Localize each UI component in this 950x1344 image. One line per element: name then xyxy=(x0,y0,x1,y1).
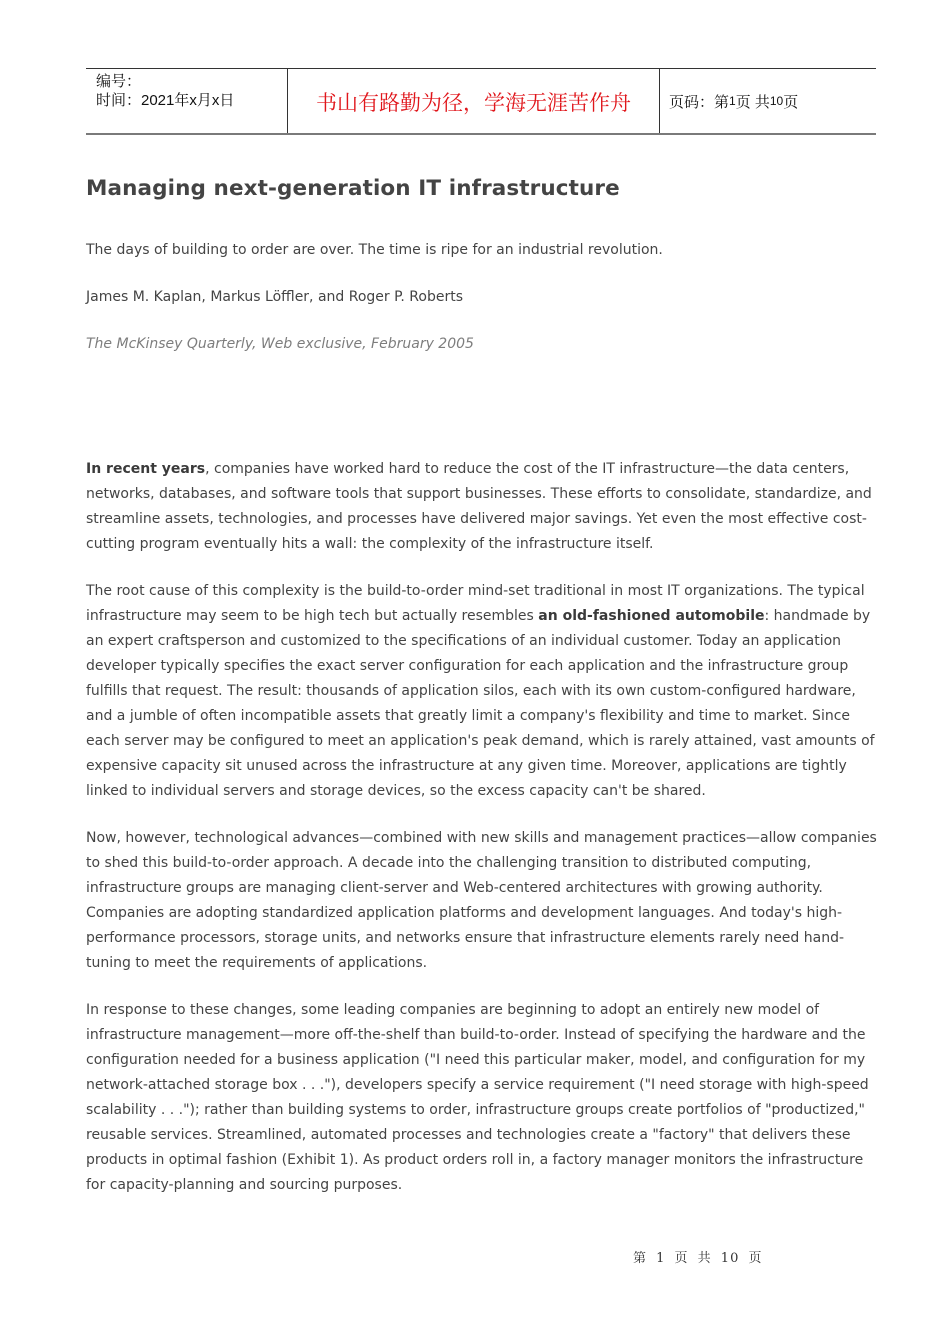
article-source: The McKinsey Quarterly, Web exclusive, February 2005 xyxy=(86,336,474,352)
date-label: 时间：2021年x月x日 xyxy=(96,92,235,109)
page-info-middle: 页 共 xyxy=(735,93,770,111)
motto-text: 书山有路勤为径，学海无涯苦作舟 xyxy=(316,91,631,115)
article-authors: James M. Kaplan, Markus Löffler, and Roger P. Roberts xyxy=(86,289,463,305)
header-page-info-cell xyxy=(660,69,876,133)
paragraph-text: , companies have worked hard to reduce the cost of the IT infrastructure—the data centers, networks, databases, and software tools that support businesses. These efforts to consolidate, standardize, and streamline assets, technologies, and processes have delivered major savings. Yet even the most effective cost-cutting program eventually hits a wall: the complexity of the infrastructure itself. xyxy=(86,461,872,552)
article-title: Managing next-generation IT infrastructure xyxy=(86,176,620,201)
paragraph-3: Now, however, technological advances—combined with new skills and management practices—allow companies to shed this build-to-order approach. A decade into the challenging transition to distributed computing, infrastructure groups are managing client-server and Web-centered architectures with growing authority. Companies are adopting standardized application platforms and development languages. And today's high-performance processors, storage units, and networks ensure that infrastructure elements rarely need hand-tuning to meet the requirements of applications. xyxy=(86,830,877,971)
page-info-current: 1 xyxy=(729,94,736,108)
document-header-table xyxy=(86,68,876,135)
page-info-total: 10 xyxy=(769,94,784,108)
paragraph-lead-bold: In recent years xyxy=(86,461,206,477)
header-motto-cell xyxy=(287,69,660,133)
page-info-suffix: 页 xyxy=(783,93,799,111)
paragraph-4: In response to these changes, some leading companies are beginning to adopt an entirely new model of infrastructure management—more off-the-shelf than build-to-order. Instead of specifying the hardware and the configuration needed for a business application ("I need this particular maker, model, and configuration for my network-attached storage box . . ."), developers specify a service requirement ("I need storage with high-speed scalability . . ."); rather than building systems to order, infrastructure groups create portfolios of "productized," reusable services. Streamlined, automated processes and technologies create a "factory" that delivers these products in optimal fashion (Exhibit 1). As product orders roll in, a factory manager monitors the infrastructure for capacity-planning and sourcing purposes. xyxy=(86,1002,869,1193)
paragraph-inline-bold: an old-fashioned automobile xyxy=(538,608,765,624)
paragraph-2 xyxy=(86,579,878,804)
article-subtitle: The days of building to order are over. The time is ripe for an industrial revolution. xyxy=(86,242,663,258)
page-info-prefix: 页码：第 xyxy=(669,93,730,111)
article-body xyxy=(86,457,878,1220)
header-meta-cell xyxy=(86,69,287,133)
serial-number-label: 编号： xyxy=(96,73,142,90)
paragraph-text-before: The root cause of this complexity is the build-to-order mind-set traditional in most IT organizations. The typical infrastructure may seem to be high tech but actually resembles xyxy=(86,583,865,624)
page-footer: 第 1 页 共 10 页 xyxy=(633,1251,763,1266)
paragraph-text-after: : handmade by an expert craftsperson and customized to the specifications of an individual customer. Today an application developer typically specifies the exact server configuration for each application and the infrastructure group fulfills that request. The result: thousands of application silos, each with its own custom-configured hardware, and a jumble of often incompatible assets that greatly limit a company's flexibility and time to market. Since each server may be configured to meet an application's peak demand, which is rarely attained, vast amounts of expensive capacity sit unused across the infrastructure at any given time. Moreover, applications are tightly linked to individual servers and storage devices, so the excess capacity can't be shared. xyxy=(86,608,875,799)
paragraph-1 xyxy=(86,457,878,557)
